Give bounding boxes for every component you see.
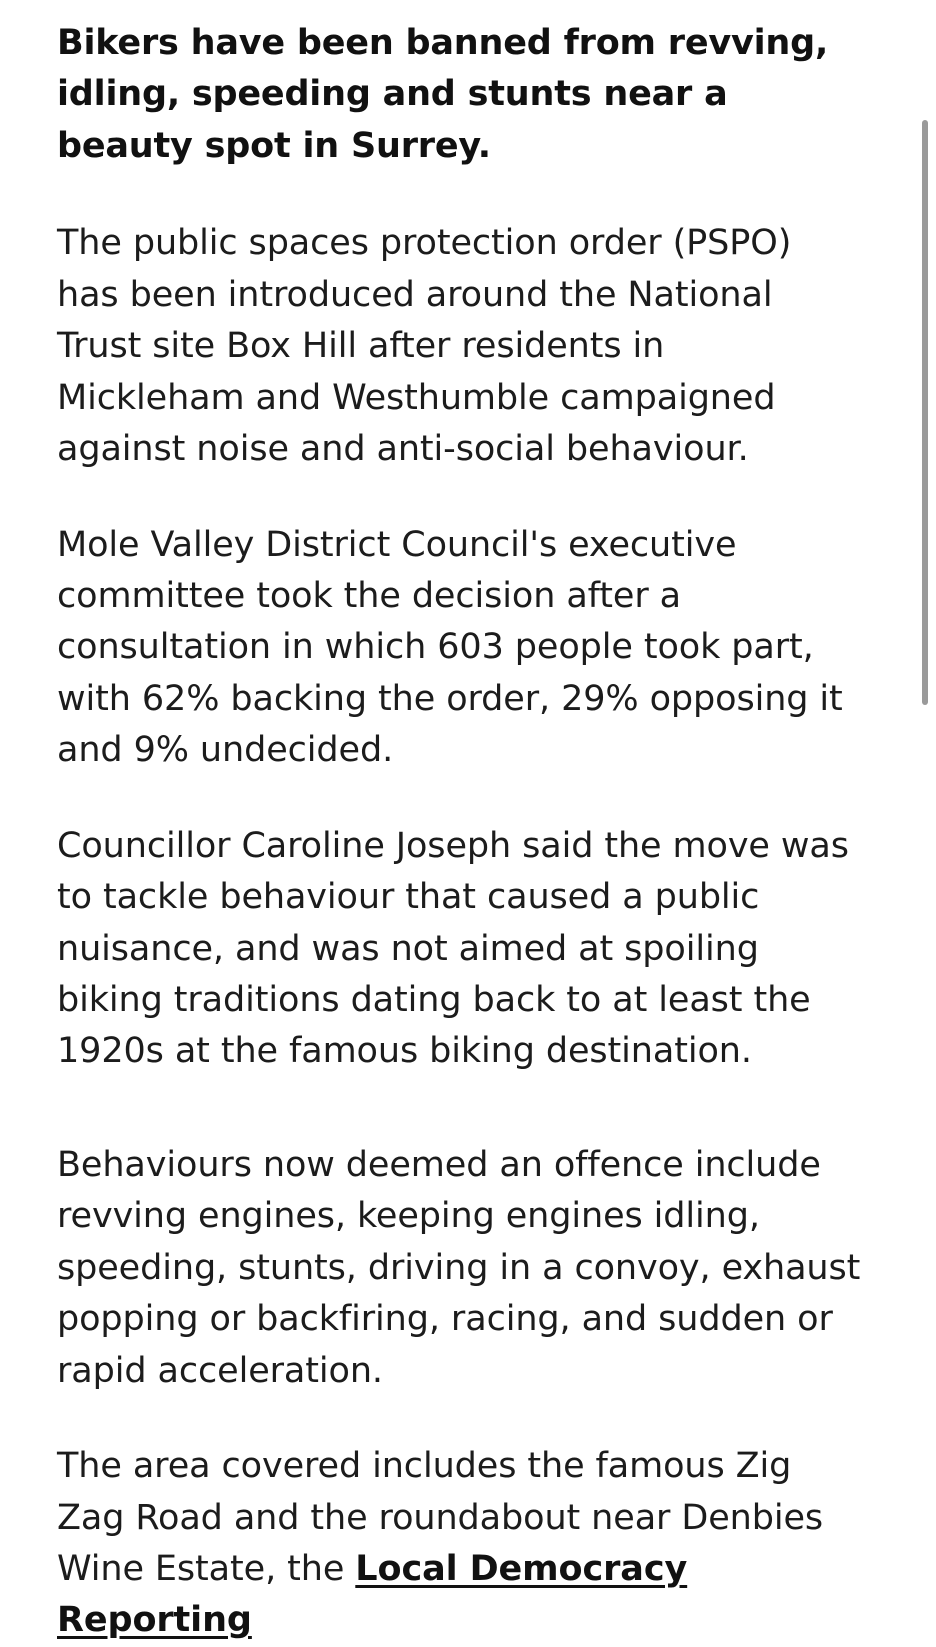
article-paragraph-4: Behaviours now deemed an offence include revving engines, keeping engines idling, speeding, stunts, driving in a convoy, exhaust popping or backfiring, racing, and sudden or rapid acceleration. [57, 1144, 861, 1391]
vertical-scrollbar-thumb[interactable] [922, 120, 928, 705]
vertical-scrollbar-track[interactable] [926, 0, 932, 1600]
article-paragraph-1: The public spaces protection order (PSPO) has been introduced around the National Trust site Box Hill after residents in Mickleham and Westhumble campaigned against noise and anti-social behaviour. [57, 223, 792, 470]
article-paragraph-3: Councillor Caroline Joseph said the move was to tackle behaviour that caused a public nuisance, and was not aimed at spoiling biking traditions dating back to at least the 1920s at the famous biking destination. [57, 825, 849, 1072]
article-paragraph-5 [57, 1441, 862, 1647]
article-lead-paragraph: Bikers have been banned from revving, idling, speeding and stunts near a beauty spot in Surrey. [57, 23, 829, 166]
local-democracy-reporting-link[interactable]: Local Democracy Reporting [57, 1548, 688, 1641]
article-paragraph-5-text: The area covered includes the famous Zig Zag Road and the roundabout near Denbies Wine Estate, the [57, 1446, 824, 1589]
article-paragraph-2: Mole Valley District Council's executive committee took the decision after a consultation in which 603 people took part, with 62% backing the order, 29% opposing it and 9% undecided. [57, 524, 843, 771]
